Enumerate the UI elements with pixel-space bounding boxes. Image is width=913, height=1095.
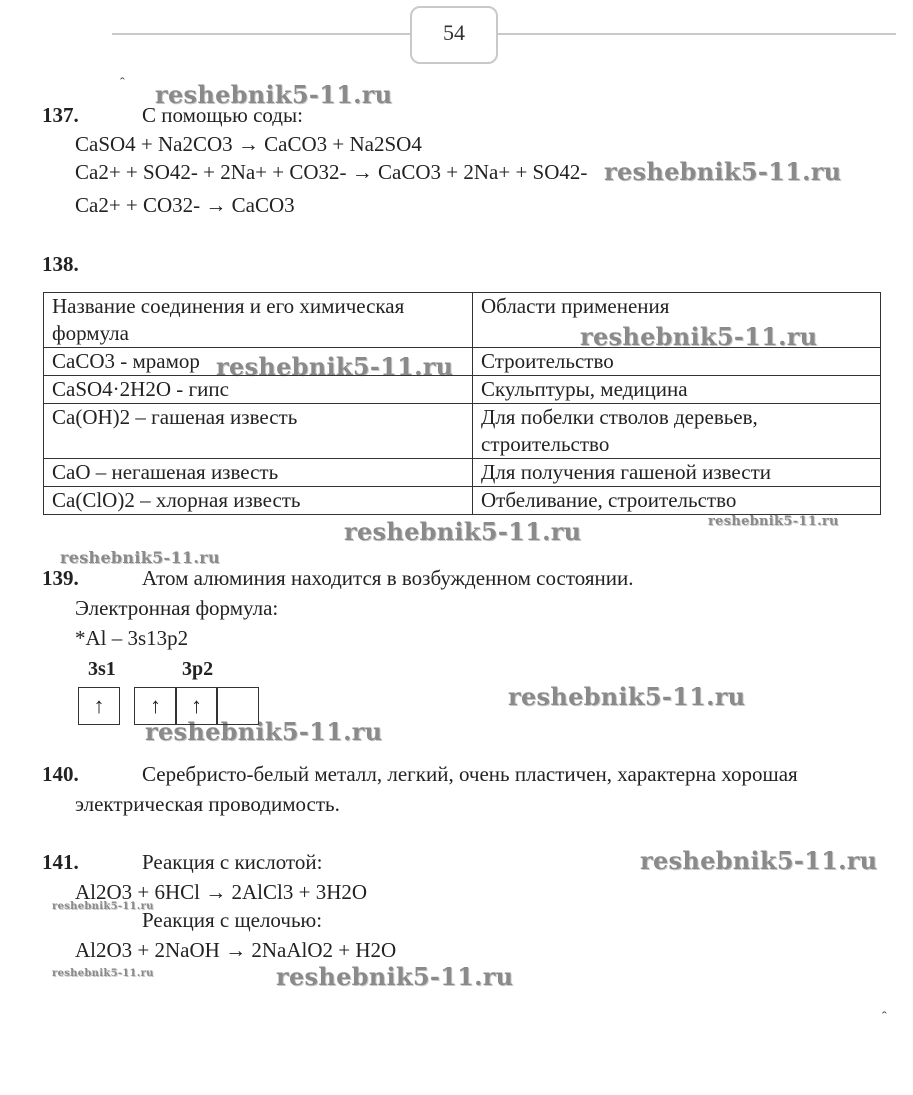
watermark: reshebnik5-11.ru	[145, 717, 383, 746]
problem-number-141: 141.	[42, 850, 79, 874]
watermark: reshebnik5-11.ru	[708, 514, 839, 529]
orbital-label-3s: 3s1	[88, 658, 116, 680]
table-cell: Отбеливание, строительство	[473, 487, 881, 515]
orbital-cell-3p-3	[216, 687, 259, 725]
orbital-cell-3s: ↑	[78, 687, 120, 725]
watermark: reshebnik5-11.ru	[52, 901, 154, 912]
problem-number-140: 140.	[42, 762, 79, 786]
table-row	[44, 487, 881, 515]
p139-electron-formula: *Al – 3s13p2	[75, 626, 189, 650]
p140-line-2: электрическая проводимость.	[75, 792, 340, 816]
problem-number-138: 138.	[42, 252, 79, 276]
p137-equation-2: Ca2+ + SO42- + 2Na+ + CO32- → CaCO3 + 2Na+ + SO42-	[75, 160, 588, 184]
watermark: reshebnik5-11.ru	[60, 548, 220, 567]
table-header-row	[44, 293, 881, 348]
page-number: 54	[410, 6, 498, 64]
orbital-cell-3p-1: ↑	[134, 687, 177, 725]
table-header-cell: Области применения	[473, 293, 881, 348]
problem-number-137: 137.	[42, 103, 79, 127]
p140-line-1: Серебристо-белый металл, легкий, очень пластичен, характерна хорошая	[142, 762, 798, 786]
table-cell: Ca(OH)2 – гашеная известь	[44, 404, 473, 459]
table-cell: Для побелки стволов деревьев, строительство	[473, 404, 881, 459]
table-cell: Строительство	[473, 348, 881, 376]
watermark: reshebnik5-11.ru	[508, 682, 746, 711]
table-header-cell: Название соединения и его химическая формула	[44, 293, 473, 348]
p141-base-equation: Al2O3 + 2NaOH → 2NaAlO2 + H2O	[75, 938, 397, 962]
p137-intro: С помощью соды:	[142, 103, 303, 127]
table-cell: Скульптуры, медицина	[473, 376, 881, 404]
p139-line-1: Атом алюминия находится в возбужденном состоянии.	[142, 566, 634, 590]
p141-acid-label: Реакция с кислотой:	[142, 850, 323, 874]
table-cell: Ca(ClO)2 – хлорная известь	[44, 487, 473, 515]
p139-line-2: Электронная формула:	[75, 596, 279, 620]
compounds-table	[43, 292, 881, 515]
watermark: reshebnik5-11.ru	[640, 846, 878, 875]
table-row	[44, 348, 881, 376]
stray-mark: ˆ	[882, 1010, 887, 1025]
table-cell: CaO – негашеная известь	[44, 459, 473, 487]
watermark: reshebnik5-11.ru	[216, 352, 454, 381]
orbital-label-3p: 3p2	[182, 658, 214, 680]
p141-base-label: Реакция с щелочью:	[142, 908, 323, 932]
table-row	[44, 459, 881, 487]
table-row	[44, 376, 881, 404]
problem-number-139: 139.	[42, 566, 79, 590]
header-rule-right	[492, 33, 896, 35]
watermark: reshebnik5-11.ru	[580, 322, 818, 351]
table-cell: CaCO3 - мрамор	[44, 348, 473, 376]
watermark: reshebnik5-11.ru	[276, 962, 514, 991]
orbital-cell-3p-2: ↑	[175, 687, 218, 725]
table-cell: Для получения гашеной извести	[473, 459, 881, 487]
header-rule-left	[112, 33, 412, 35]
watermark: reshebnik5-11.ru	[604, 157, 842, 186]
table-cell: CaSO4·2H2O - гипс	[44, 376, 473, 404]
watermark: reshebnik5-11.ru	[155, 80, 393, 109]
table-row	[44, 404, 881, 459]
p141-acid-equation: Al2O3 + 6HCl → 2AlCl3 + 3H2O	[75, 880, 368, 904]
p137-equation-1: CaSO4 + Na2CO3 → CaCO3 + Na2SO4	[75, 132, 422, 156]
watermark: reshebnik5-11.ru	[52, 968, 154, 979]
p137-equation-3: Ca2+ + CO32- → CaCO3	[75, 193, 295, 217]
stray-mark: ˆ	[120, 76, 125, 91]
watermark: reshebnik5-11.ru	[344, 517, 582, 546]
